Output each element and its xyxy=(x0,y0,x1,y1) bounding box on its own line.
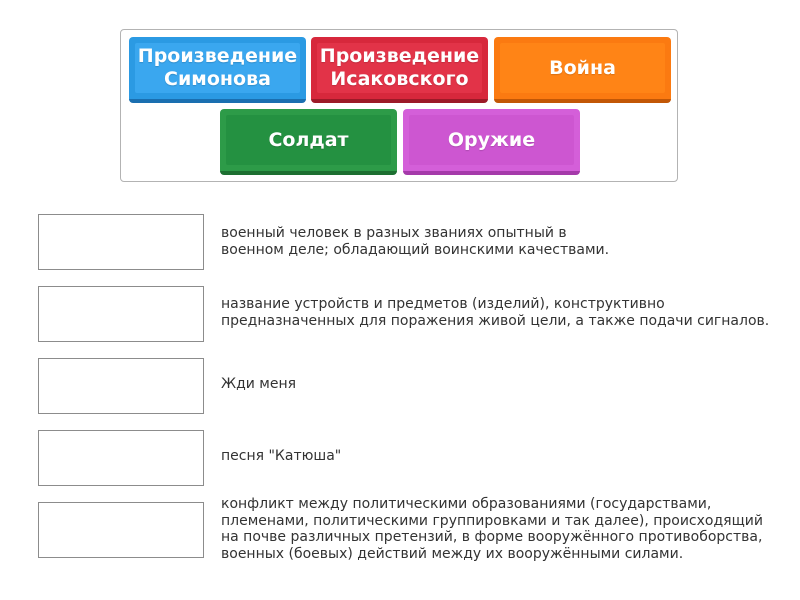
tile-label: Война xyxy=(549,56,616,79)
tile-label: Произведение Исаковского xyxy=(319,45,480,90)
definition-text: название устройств и предметов (изделий), конструктивно предназначенных для поражения живой цели, а также подачи сигналов. xyxy=(221,296,770,329)
drop-slot[interactable] xyxy=(38,430,204,486)
tile-war[interactable] xyxy=(494,37,671,103)
tile-label: Оружие xyxy=(447,128,536,151)
definition-text: песня "Катюша" xyxy=(221,448,342,464)
tile-weapon[interactable] xyxy=(403,109,580,175)
tile-simonov-work[interactable] xyxy=(129,37,306,103)
drop-slot[interactable] xyxy=(38,286,204,342)
drop-slot[interactable] xyxy=(38,502,204,558)
tile-soldier[interactable] xyxy=(220,109,397,175)
tile-pool xyxy=(120,29,678,182)
definition-text: Жди меня xyxy=(221,376,297,392)
drop-slot[interactable] xyxy=(38,214,204,270)
tile-label: Солдат xyxy=(268,128,349,151)
tile-label: Произведение Симонова xyxy=(137,45,298,90)
definition-text: конфликт между политическими образованиями (государствами, племенами, политическими группировками и так далее), происходящий на почве различных претензий, в форме вооружённого противоборства, военных (боевых) действий между их вооружёнными силами. xyxy=(221,496,763,562)
drop-slot[interactable] xyxy=(38,358,204,414)
definition-text: военный человек в разных званиях опытный в военном деле; обладающий воинскими качествами. xyxy=(221,225,610,258)
tile-isakovsky-work[interactable] xyxy=(311,37,488,103)
